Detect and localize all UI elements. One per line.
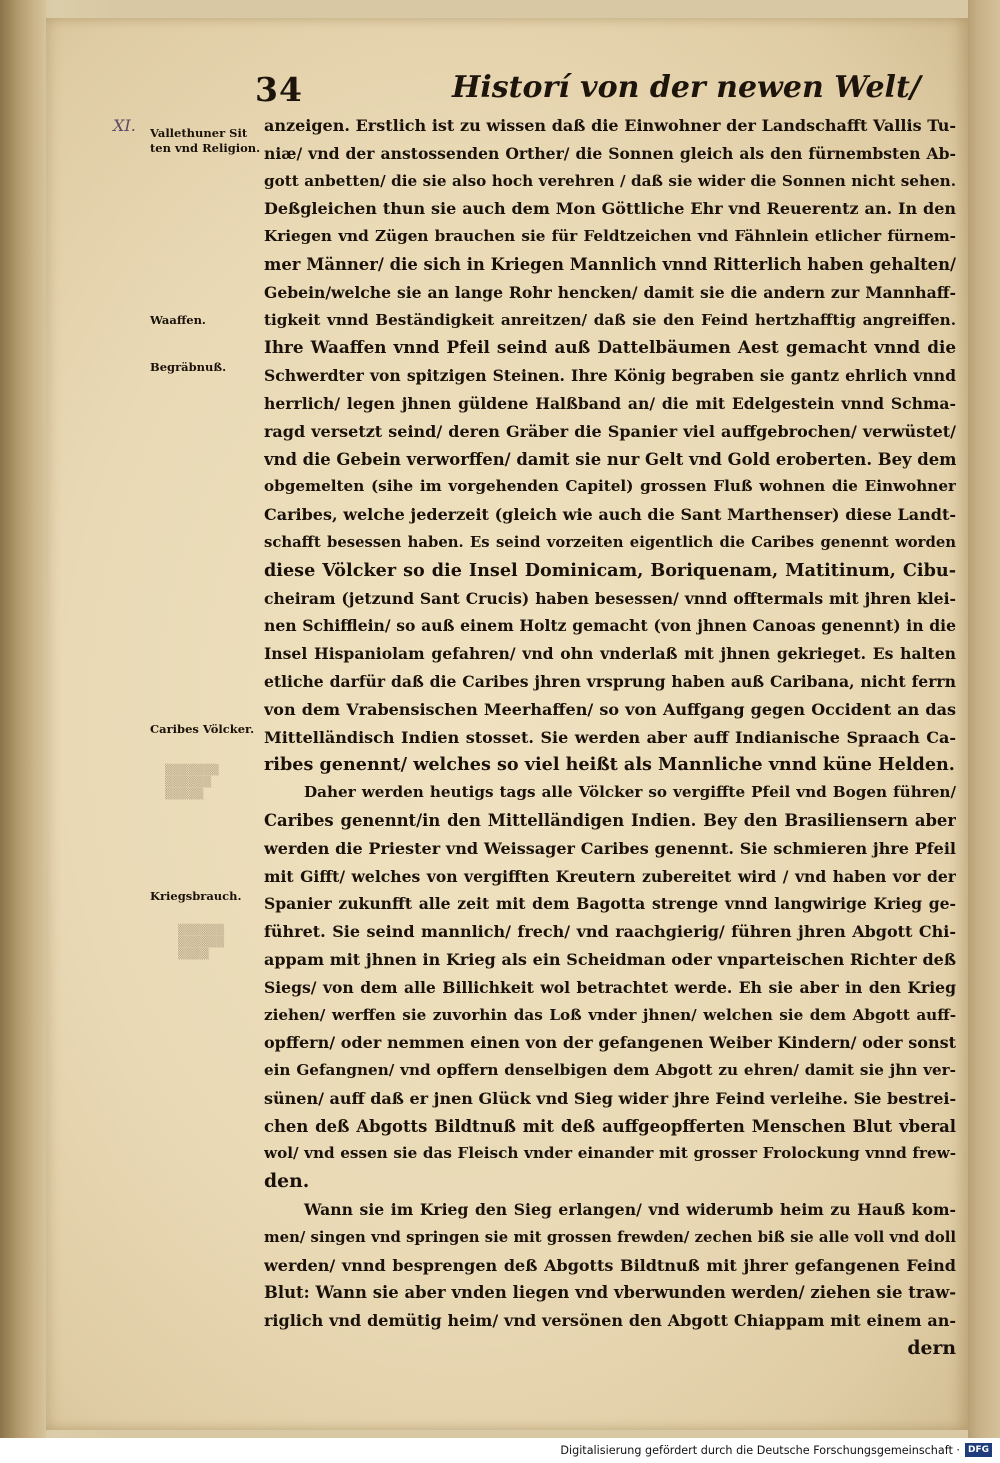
- text-line: Caribes genennt/in den Mittelländigen Indien. Bey den Brasiliensern aber: [264, 810, 956, 830]
- margin-note-religion: [150, 126, 260, 156]
- text-line: Caribes, welche jederzeit (gleich wie auch die Sant Marthenser) diese Landt-: [264, 505, 956, 525]
- text-line: werden/ vnnd besprengen deß Abgotts Bildtnuß mit jhrer gefangenen Feind: [264, 1255, 956, 1275]
- text-line: Siegs/ von dem alle Billichkeit wol betrachtet werde. Eh sie aber in den Krieg: [264, 977, 956, 997]
- text-line: niæ/ vnd der anstossenden Orther/ die Sonnen gleich als den fürnembsten Ab-: [264, 143, 956, 163]
- text-line: opffern/ oder nemmen einen von der gefangenen Weiber Kindern/ oder sonst: [264, 1033, 956, 1053]
- text-line: nen Schifflein/ so auß einem Holtz gemacht (von jhnen Canoas genennt) in die: [264, 616, 956, 636]
- text-line: gott anbetten/ die sie also hoch verehren / daß sie wider die Sonnen nicht sehen.: [264, 171, 956, 190]
- text-line: dern: [907, 1337, 956, 1360]
- margin-note-line: Kriegsbrauch.: [150, 889, 242, 903]
- margin-note-line: Vallethuner Sit: [150, 126, 248, 140]
- text-line: mit Gifft/ welches von vergifften Kreutern zubereitet wird / vnd haben vor der: [264, 866, 956, 886]
- page-number: 34: [255, 70, 303, 109]
- bleed-through-smudge: ▒▒▒▒▒▒ ▒▒▒▒▒▒ ▒▒▒▒: [178, 925, 225, 960]
- margin-note-line: Caribes Völcker.: [150, 722, 255, 736]
- text-line: Daher werden heutigs tags alle Völcker so vergiffte Pfeil vnd Bogen führen/: [304, 783, 956, 802]
- text-line: etliche darfür daß die Caribes jhren vrsprung haben auß Caribana, nicht ferrn: [264, 671, 956, 691]
- margin-note-line: Begräbnuß.: [150, 360, 227, 374]
- text-line: appam mit jhnen in Krieg als ein Scheidman oder vnparteischen Richter deß: [264, 949, 956, 969]
- margin-note-caribes: [150, 722, 254, 737]
- text-line: diese Völcker so die Insel Dominicam, Boriquenam, Matitinum, Cibu-: [264, 559, 956, 581]
- text-line: Gebein/welche sie an lange Rohr hencken/ damit sie die andern zur Mannhaff-: [264, 282, 956, 302]
- text-line: herrlich/ legen jhnen güldene Halßband an/ die mit Edelgestein vnnd Schma-: [264, 393, 956, 413]
- bleed-through-smudge: ▒▒▒▒▒▒▒ ▒▒▒▒▒▒ ▒▒▒▒▒: [165, 765, 219, 800]
- body-text: [264, 112, 956, 1363]
- text-line: vnd die Gebein verworffen/ damit sie nur Gelt vnd Gold eroberten. Bey dem: [264, 449, 956, 469]
- dfg-logo-icon: DFG: [965, 1443, 992, 1457]
- margin-note-kriegsbrauch: [150, 889, 242, 904]
- text-line: anzeigen. Erstlich ist zu wissen daß die Einwohner der Landschafft Vallis Tu-: [264, 116, 956, 135]
- text-line: Insel Hispaniolam gefahren/ vnd ohn vnderlaß mit jhnen gekrieget. Es halten: [264, 644, 956, 664]
- text-line: von dem Vrabensischen Meerhaffen/ so von Auffgang gegen Occident an das: [264, 699, 956, 719]
- footer-bar: [0, 1438, 1000, 1463]
- margin-note-begraebnuss: [150, 360, 226, 375]
- footer-credit: Digitalisierung gefördert durch die Deutsche Forschungsgemeinschaft ·: [560, 1444, 960, 1457]
- text-line: werden die Priester vnd Weissager Caribes genennt. Sie schmieren jhre Pfeil: [264, 838, 956, 858]
- text-line: Wann sie im Krieg den Sieg erlangen/ vnd widerumb heim zu Hauß kom-: [304, 1200, 956, 1220]
- text-line: tigkeit vnnd Beständigkeit anreitzen/ daß sie den Feind hertzhafftig angreiffen.: [264, 310, 956, 329]
- text-line: Ihre Waaffen vnnd Pfeil seind auß Dattelbäumen Aest gemacht vnnd die: [264, 337, 956, 358]
- text-line: chen deß Abgotts Bildtnuß mit deß auffgeopfferten Menschen Blut vberal: [264, 1116, 956, 1136]
- text-line: cheiram (jetzund Sant Crucis) haben besessen/ vnnd offtermals mit jhren klei-: [264, 588, 956, 608]
- text-line: mer Männer/ die sich in Kriegen Mannlich vnnd Ritterlich haben gehalten/: [264, 254, 956, 274]
- handwritten-folio-mark: XI.: [113, 116, 136, 135]
- margin-note-waffen: [150, 313, 206, 328]
- text-line: Blut: Wann sie aber vnden liegen vnd vberwunden werden/ ziehen sie traw-: [264, 1283, 956, 1303]
- text-line: ribes genennt/ welches so viel heißt als Mannliche vnnd küne Helden.: [264, 754, 955, 776]
- text-line: Spanier zukunfft alle zeit mit dem Bagotta strenge vnnd langwirige Krieg ge-: [264, 894, 956, 914]
- text-line: Schwerdter von spitzigen Steinen. Ihre König begraben sie gantz ehrlich vnnd: [264, 366, 956, 386]
- margin-note-line: Waaffen.: [150, 313, 206, 327]
- text-line: führet. Sie seind mannlich/ frech/ vnd raachgierig/ führen jhren Abgott Chi-: [264, 922, 956, 942]
- text-line: riglich vnd demütig heim/ vnd versönen den Abgott Chiappam mit einem an-: [264, 1311, 956, 1331]
- text-line: ziehen/ werffen sie zuvorhin das Loß vnder jhnen/ welchen sie dem Abgott auff-: [264, 1005, 956, 1024]
- text-line: sünen/ auff daß er jnen Glück vnd Sieg wider jhre Feind verleihe. Sie bestrei-: [264, 1088, 956, 1108]
- text-line: wol/ vnd essen sie das Fleisch vnder einander mit grosser Frolockung vnnd frew-: [264, 1144, 956, 1163]
- running-title: Historí von der newen Welt/: [452, 70, 921, 105]
- text-line: ragd versetzt seind/ deren Gräber die Spanier viel auffgebrochen/ verwüstet/: [264, 421, 956, 441]
- text-line: Kriegen vnd Zügen brauchen sie für Feldtzeichen vnd Fähnlein etlicher fürnem-: [264, 227, 956, 246]
- text-line: den.: [264, 1170, 310, 1193]
- book-edge-right: [968, 0, 1000, 1438]
- text-line: schafft besessen haben. Es seind vorzeiten eigentlich die Caribes genennt worden: [264, 533, 956, 551]
- text-line: obgemelten (sihe im vorgehenden Capitel) grossen Fluß wohnen die Einwohner: [264, 477, 956, 496]
- text-line: Mittelländisch Indien stosset. Sie werden aber auff Indianische Spraach Ca-: [264, 727, 956, 747]
- margin-note-line: ten vnd Religion.: [150, 141, 261, 155]
- text-line: Deßgleichen thun sie auch dem Mon Göttliche Ehr vnd Reuerentz an. In den: [264, 199, 956, 219]
- text-line: men/ singen vnd springen sie mit grossen frewden/ zechen biß sie alle voll vnd doll: [264, 1228, 956, 1246]
- text-line: ein Gefangnen/ vnd opffern denselbigen dem Abgott zu ehren/ damit sie jhn ver-: [264, 1061, 956, 1080]
- book-gutter-left: [0, 0, 46, 1438]
